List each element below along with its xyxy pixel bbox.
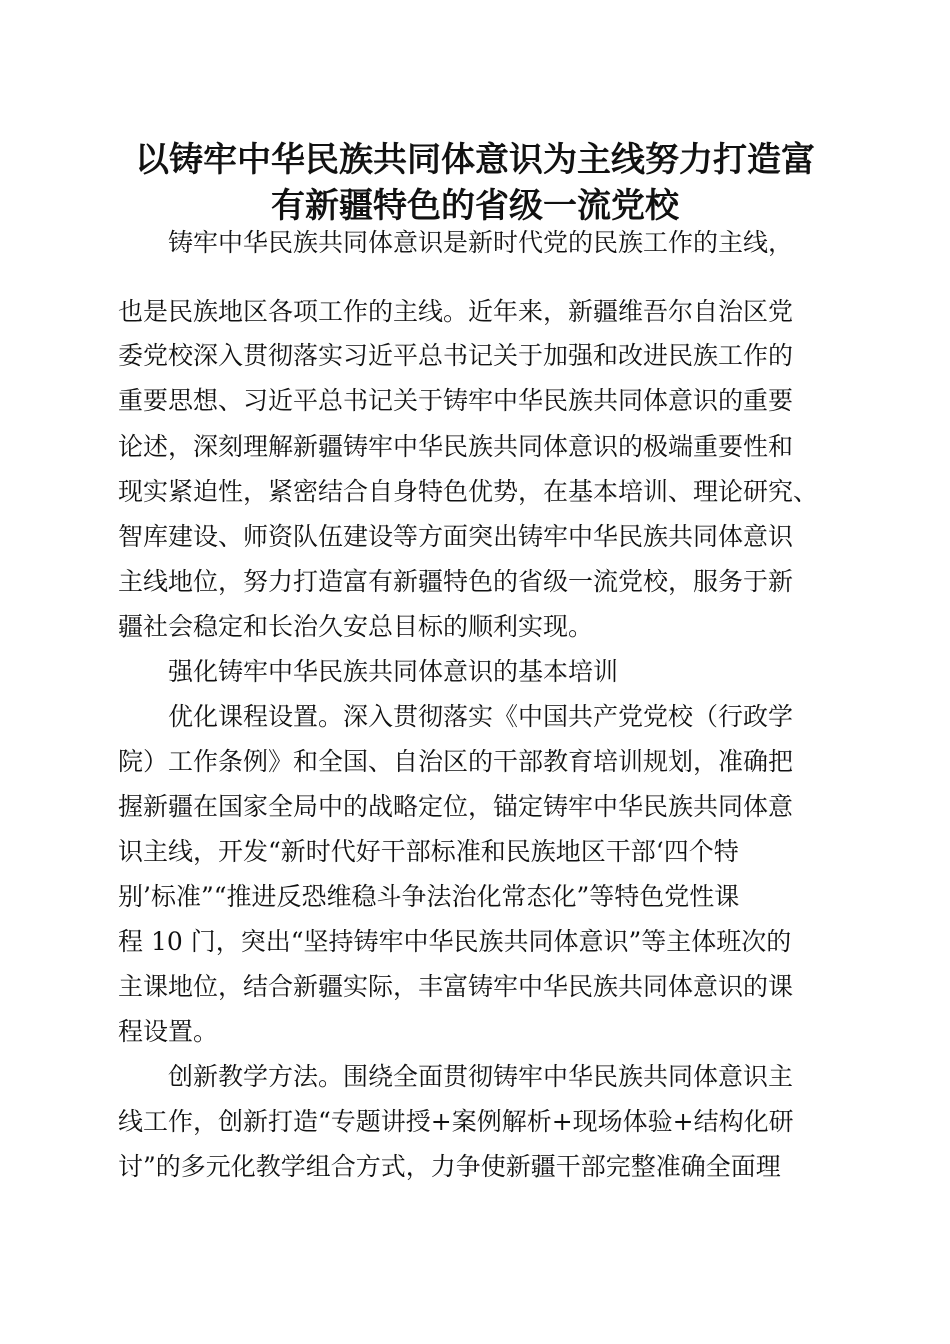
body-line-18: 程设置。 <box>118 1017 219 1046</box>
body-line-17: 主课地位，结合新疆实际，丰富铸牢中华民族共同体意识的课 <box>118 972 794 1001</box>
body-line-2: 也是民族地区各项工作的主线。近年来，新疆维吾尔自治区党 <box>118 297 794 326</box>
body-line-3: 委党校深入贯彻落实习近平总书记关于加强和改进民族工作的 <box>118 341 794 370</box>
body-line-13: 握新疆在国家全局中的战略定位，锚定铸牢中华民族共同体意 <box>118 792 794 821</box>
document-title-line-2: 有新疆特色的省级一流党校 <box>271 186 679 226</box>
body-line-12: 院）工作条例》和全国、自治区的干部教育培训规划，准确把 <box>118 747 794 776</box>
body-line-5: 论述，深刻理解新疆铸牢中华民族共同体意识的极端重要性和 <box>118 432 794 461</box>
document-title-line-1: 以铸牢中华民族共同体意识为主线努力打造富 <box>135 140 815 180</box>
body-line-14: 识主线，开发“新时代好干部标准和民族地区干部‘四个特 <box>118 837 739 866</box>
body-line-20: 线工作，创新打造“专题讲授+案例解析+现场体验+结构化研 <box>118 1107 794 1136</box>
body-line-1: 铸牢中华民族共同体意识是新时代党的民族工作的主线， <box>168 228 794 257</box>
body-line-11: 优化课程设置。深入贯彻落实《中国共产党党校（行政学 <box>168 702 794 731</box>
body-line-6: 现实紧迫性，紧密结合自身特色优势，在基本培训、理论研究、 <box>118 477 819 506</box>
body-line-9: 疆社会稳定和长治久安总目标的顺利实现。 <box>118 612 594 641</box>
body-line-19: 创新教学方法。围绕全面贯彻铸牢中华民族共同体意识主 <box>168 1062 794 1091</box>
body-line-7: 智库建设、师资队伍建设等方面突出铸牢中华民族共同体意识 <box>118 522 794 551</box>
body-line-4: 重要思想、习近平总书记关于铸牢中华民族共同体意识的重要 <box>118 386 794 415</box>
body-line-15: 别’标准”“推进反恐维稳斗争法治化常态化”等特色党性课 <box>118 882 740 911</box>
body-line-16: 程 10 门，突出“坚持铸牢中华民族共同体意识”等主体班次的 <box>118 927 792 956</box>
body-line-8: 主线地位，努力打造富有新疆特色的省级一流党校，服务于新 <box>118 567 794 596</box>
section-heading: 强化铸牢中华民族共同体意识的基本培训 <box>168 657 619 686</box>
body-line-21: 讨”的多元化教学组合方式，力争使新疆干部完整准确全面理 <box>118 1152 781 1181</box>
